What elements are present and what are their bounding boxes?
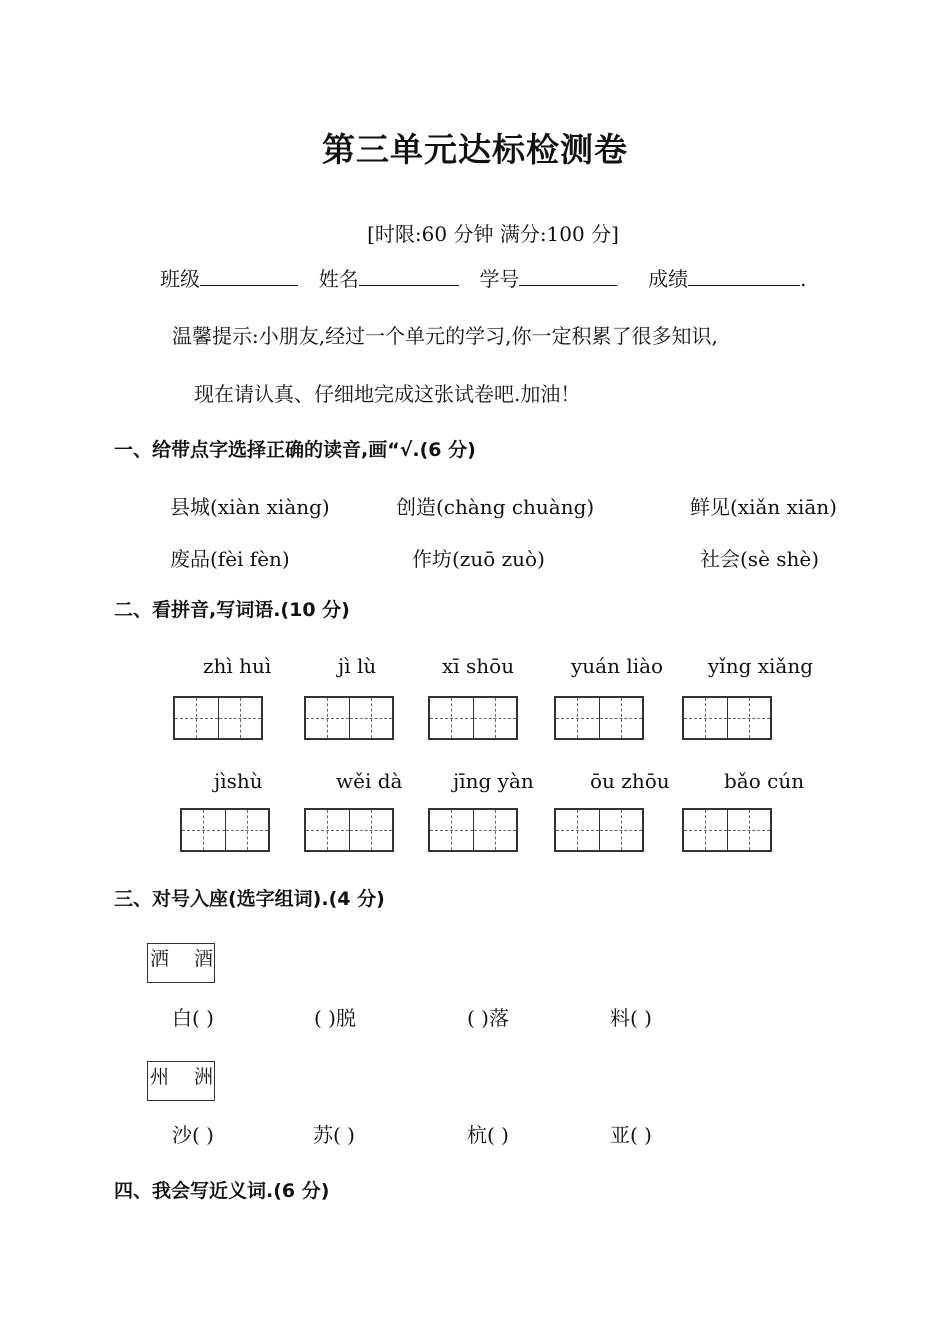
pinyin-choice-item[interactable]: 废品(fèi fèn): [170, 547, 290, 571]
writing-grid[interactable]: [180, 808, 270, 852]
writing-grid[interactable]: [554, 696, 644, 740]
pinyin-prompt: jì lù: [338, 654, 377, 678]
score-field[interactable]: [688, 265, 800, 286]
end-mark: .: [800, 267, 807, 291]
fill-blank-item[interactable]: 沙( ): [172, 1123, 214, 1147]
writing-grid[interactable]: [682, 696, 772, 740]
tip-line-1: 温馨提示:小朋友,经过一个单元的学习,你一定积累了很多知识,: [172, 324, 718, 348]
pinyin-prompt: zhì huì: [203, 654, 272, 678]
fill-blank-item[interactable]: 白( ): [172, 1006, 214, 1030]
pinyin-prompt: bǎo cún: [724, 769, 805, 793]
fill-blank-item[interactable]: 料( ): [610, 1006, 652, 1030]
writing-grid[interactable]: [304, 696, 394, 740]
class-label: 班级: [160, 267, 200, 291]
name-field[interactable]: [359, 265, 459, 286]
pinyin-choice-item[interactable]: 县城(xiàn xiàng): [170, 495, 330, 519]
tip-line-2: 现在请认真、仔细地完成这张试卷吧.加油！: [194, 382, 581, 406]
name-label: 姓名: [318, 267, 359, 291]
fill-blank-item[interactable]: 苏( ): [313, 1123, 355, 1147]
pinyin-choice-item[interactable]: 社会(sè shè): [700, 547, 820, 571]
id-field[interactable]: [519, 265, 617, 286]
pinyin-choice-item[interactable]: 鲜见(xiǎn xiān): [690, 495, 837, 519]
writing-grid[interactable]: [428, 696, 518, 740]
writing-grid[interactable]: [682, 808, 772, 852]
time-limit: [时限:60 分钟 满分:100 分]: [367, 222, 619, 246]
page-title: 第三单元达标检测卷: [322, 130, 628, 169]
section-3-heading: 三、对号入座(选字组词).(4 分): [114, 888, 385, 910]
pinyin-prompt: yǐng xiǎng: [708, 654, 814, 678]
fill-blank-item[interactable]: ( )脱: [314, 1006, 356, 1030]
pinyin-prompt: wěi dà: [336, 769, 403, 793]
pinyin-prompt: ōu zhōu: [590, 769, 670, 793]
fill-blank-item[interactable]: ( )落: [467, 1006, 509, 1030]
id-label: 学号: [479, 267, 520, 291]
section-1-heading: 一、给带点字选择正确的读音,画“√.(6 分): [114, 439, 476, 461]
pinyin-choice-item[interactable]: 创造(chàng chuàng): [396, 495, 595, 519]
fill-blank-item[interactable]: 杭( ): [467, 1123, 509, 1147]
pinyin-prompt: xī shōu: [442, 654, 515, 678]
info-line: [160, 263, 807, 292]
class-field[interactable]: [200, 265, 298, 286]
section-2-heading: 二、看拼音,写词语.(10 分): [114, 599, 350, 621]
choice-char: 洒: [150, 948, 170, 970]
char-choice-box: [147, 943, 215, 983]
pinyin-choice-item[interactable]: 作坊(zuō zuò): [412, 547, 545, 571]
char-choice-box: [147, 1061, 215, 1101]
pinyin-prompt: jīng yàn: [453, 769, 534, 793]
writing-grid[interactable]: [173, 696, 263, 740]
score-label: 成绩: [648, 267, 689, 291]
pinyin-prompt: jìshù: [214, 769, 263, 793]
writing-grid[interactable]: [304, 808, 394, 852]
choice-char: 州: [150, 1066, 170, 1088]
fill-blank-item[interactable]: 亚( ): [610, 1123, 652, 1147]
writing-grid[interactable]: [554, 808, 644, 852]
section-4-heading: 四、我会写近义词.(6 分): [114, 1180, 330, 1202]
pinyin-prompt: yuán liào: [571, 654, 664, 678]
choice-char: 酒: [194, 948, 214, 970]
choice-char: 洲: [194, 1066, 214, 1088]
writing-grid[interactable]: [428, 808, 518, 852]
